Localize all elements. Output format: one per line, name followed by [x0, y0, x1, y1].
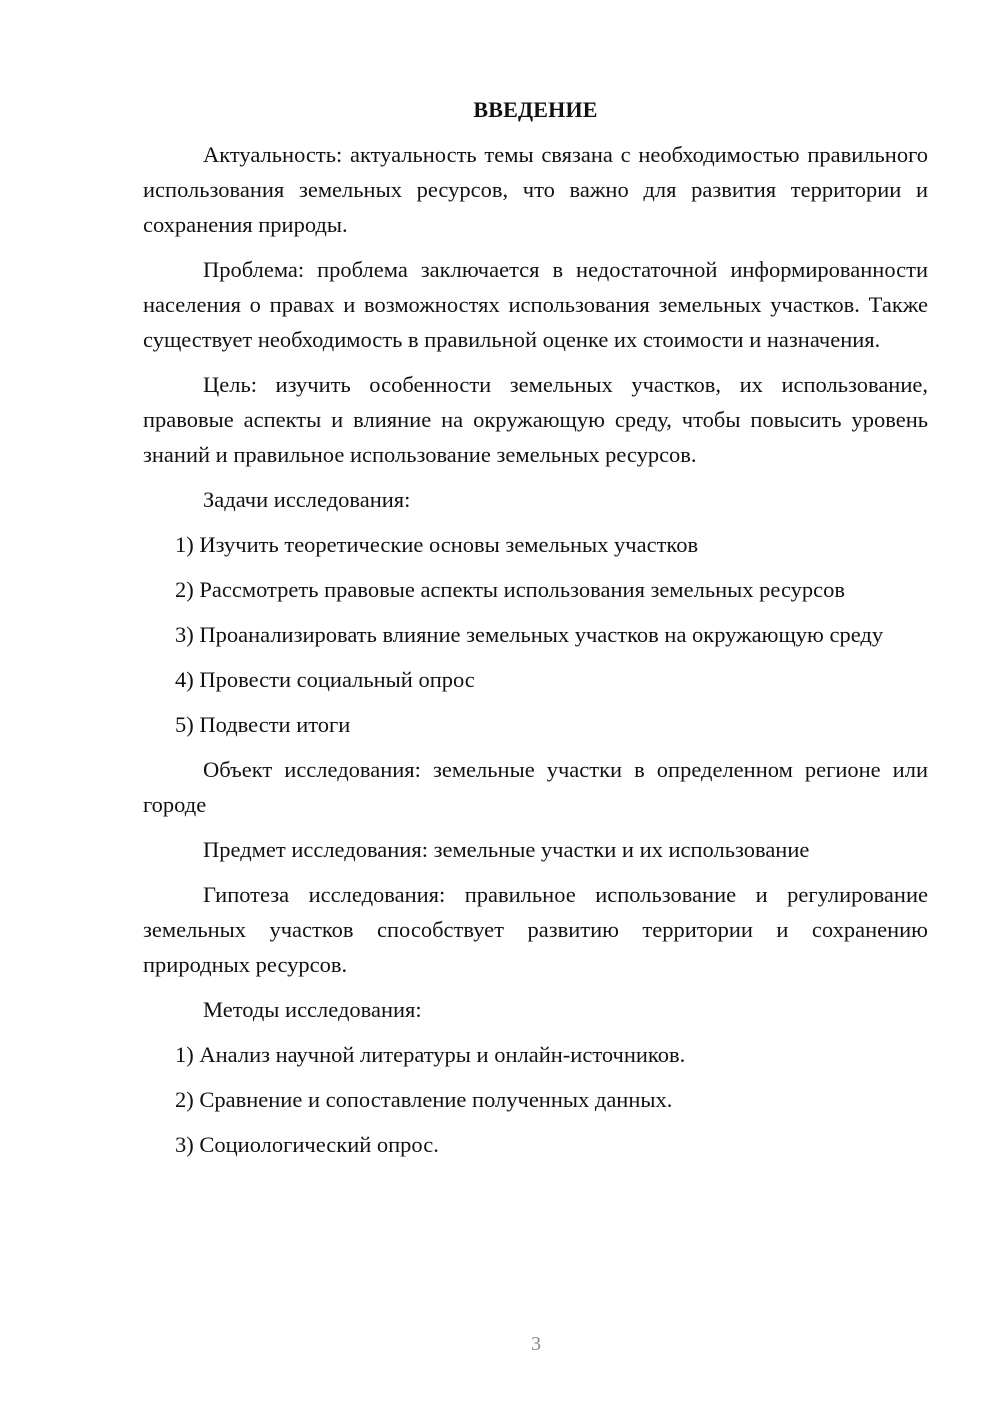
page-content: [143, 92, 928, 1172]
page-number: 3: [531, 1333, 541, 1355]
page-title: ВВЕДЕНИЕ: [473, 97, 598, 122]
task-item: 1) Изучить теоретические основы земельных участков: [175, 532, 699, 557]
method-item: 3) Социологический опрос.: [175, 1132, 439, 1157]
goal-paragraph: Цель: изучить особенности земельных участков, их использование, правовые аспекты и влияние на окружающую среду, чтобы повысить уровень знаний и правильное использование земельных ресурсов.: [143, 372, 928, 467]
task-item: 3) Проанализировать влияние земельных участков на окружающую среду: [175, 622, 884, 647]
problem-paragraph: Проблема: проблема заключается в недостаточной информированности населения о правах и возможностях использования земельных участков. Также существует необходимость в правильной оценке их стоимости и назначения.: [143, 257, 928, 352]
relevance-paragraph: Актуальность: актуальность темы связана с необходимостью правильного использования земельных ресурсов, что важно для развития территории и сохранения природы.: [143, 142, 928, 237]
method-item: 1) Анализ научной литературы и онлайн-источников.: [175, 1042, 686, 1067]
task-item: 5) Подвести итоги: [175, 712, 351, 737]
tasks-heading: Задачи исследования:: [203, 487, 411, 512]
method-item: 2) Сравнение и сопоставление полученных данных.: [175, 1087, 673, 1112]
subject-paragraph: Предмет исследования: земельные участки и их использование: [203, 837, 810, 862]
hypothesis-paragraph: Гипотеза исследования: правильное использование и регулирование земельных участков способствует развитию территории и сохранению природных ресурсов.: [143, 882, 928, 977]
methods-heading: Методы исследования:: [203, 997, 422, 1022]
task-item: 2) Рассмотреть правовые аспекты использования земельных ресурсов: [175, 577, 846, 602]
task-item: 4) Провести социальный опрос: [175, 667, 475, 692]
object-paragraph: Объект исследования: земельные участки в определенном регионе или городе: [143, 757, 928, 817]
